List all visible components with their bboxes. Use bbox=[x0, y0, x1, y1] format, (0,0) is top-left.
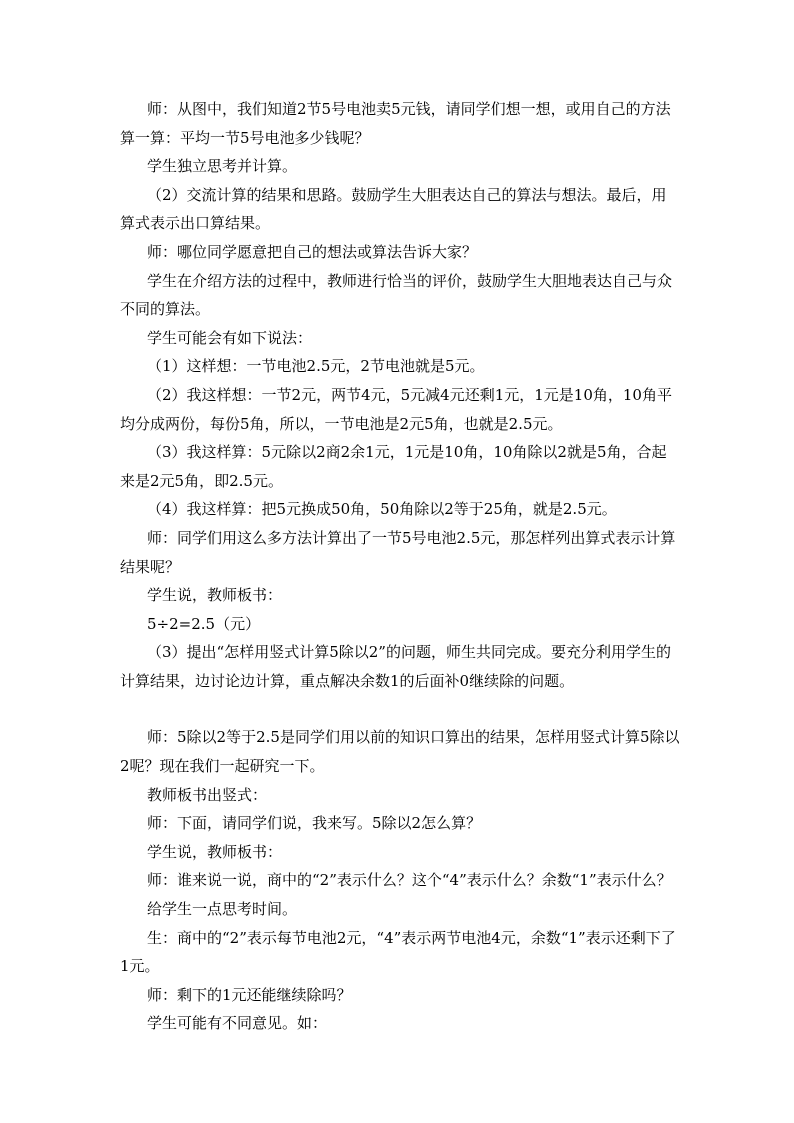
paragraph: 师：下面，请同学们说，我来写。5除以2怎么算？ bbox=[147, 814, 482, 833]
paragraph: 师：同学们用这么多方法计算出了一节5号电池2.5元，那怎样列出算式表示计算结果呢？ bbox=[120, 528, 676, 576]
document-body bbox=[120, 95, 680, 1038]
paragraph: （1）这样想：一节电池2.5元，2节电池就是5元。 bbox=[147, 357, 485, 376]
paragraph: （3）提出“怎样用竖式计算5除以2”的问题，师生共同完成。要充分利用学生的计算结果，边讨论边计算，重点解决余数1的后面补0继续除的问题。 bbox=[120, 643, 671, 690]
paragraph: 学生在介绍方法的过程中，教师进行恰当的评价，鼓励学生大胆地表达自己与众不同的算法。 bbox=[120, 271, 673, 319]
paragraph: 教师板书出竖式： bbox=[147, 785, 268, 804]
paragraph: 学生独立思考并计算。 bbox=[147, 157, 298, 176]
paragraph: 学生可能有不同意见。如： bbox=[147, 1014, 328, 1033]
paragraph: 学生说，教师板书： bbox=[147, 842, 283, 861]
paragraph: 学生说，教师板书： bbox=[147, 586, 283, 605]
paragraph: 师：剩下的1元还能继续除吗？ bbox=[147, 985, 352, 1004]
paragraph: 师：从图中，我们知道2节5号电池卖5元钱，请同学们想一想，或用自己的方法算一算：平均一节5号电池多少钱呢？ bbox=[120, 100, 671, 147]
paragraph: 学生可能会有如下说法： bbox=[147, 328, 313, 347]
paragraph: 生：商中的“2”表示每节电池2元，“4”表示两节电池4元，余数“1”表示还剩下了1元。 bbox=[120, 928, 676, 976]
paragraph: 给学生一点思考时间。 bbox=[147, 900, 298, 919]
paragraph: 师：谁来说一说，商中的“2”表示什么？这个“4”表示什么？余数“1”表示什么？ bbox=[147, 871, 672, 890]
paragraph: 师：哪位同学愿意把自己的想法或算法告诉大家？ bbox=[147, 242, 478, 261]
paragraph: （2）交流计算的结果和思路。鼓励学生大胆表达自己的算法与想法。最后，用算式表示出口算结果。 bbox=[120, 185, 667, 233]
paragraph: 师：5除以2等于2.5是同学们用以前的知识口算出的结果，怎样用竖式计算5除以2呢？现在我们一起研究一下。 bbox=[120, 728, 680, 776]
equation: 5÷2=2.5（元） bbox=[147, 614, 261, 633]
paragraph: （2）我这样想：一节2元，两节4元，5元减4元还剩1元，1元是10角，10角平均分成两份，每份5角，所以，一节电池是2元5角，也就是2.5元。 bbox=[120, 385, 672, 433]
paragraph: （4）我这样算：把5元换成50角，50角除以2等于25角，就是2.5元。 bbox=[147, 500, 617, 519]
paragraph: （3）我这样算：5元除以2商2余1元，1元是10角，10角除以2就是5角，合起来是2元5角，即2.5元。 bbox=[120, 443, 667, 490]
